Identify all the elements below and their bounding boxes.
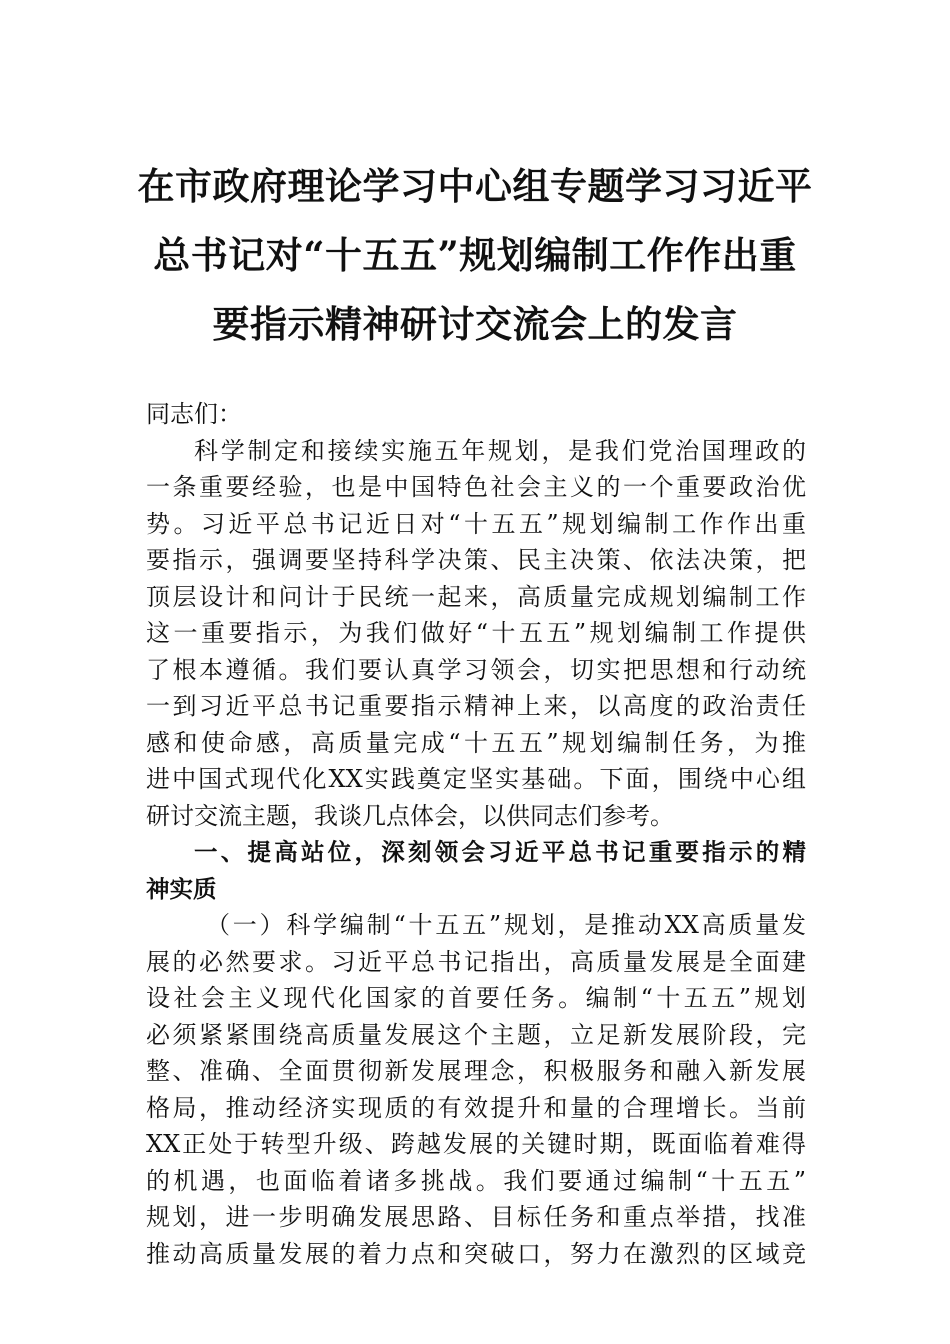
document-body: [146, 396, 806, 1272]
paragraph-line: XX正处于转型升级、跨越发展的关键时期，既面临着难得: [146, 1130, 806, 1158]
paragraph-subsection-1: [146, 907, 806, 1272]
paragraph-line: 感和使命感，高质量完成“十五五”规划编制任务，为推: [146, 728, 806, 757]
title-line: 总书记对“十五五”规划编制工作作出重: [153, 233, 797, 277]
heading-line: 神实质: [146, 874, 217, 903]
paragraph-line: 这一重要指示，为我们做好“十五五”规划编制工作提供: [146, 619, 806, 647]
paragraph-line: 一条重要经验，也是中国特色社会主义的一个重要政治优: [146, 473, 806, 501]
paragraph-intro: [146, 433, 806, 835]
paragraph-line: 推动高质量发展的着力点和突破口，努力在激烈的区域竞: [146, 1239, 806, 1268]
paragraph-line: 必须紧紧围绕高质量发展这个主题，立足新发展阶段，完: [146, 1020, 806, 1049]
paragraph-line: 格局，推动经济实现质的有效提升和量的合理增长。当前: [146, 1093, 806, 1122]
salutation: 同志们：: [146, 400, 242, 428]
paragraph-line: 势。习近平总书记近日对“十五五”规划编制工作作出重: [146, 509, 806, 538]
paragraph-line: 了根本遵循。我们要认真学习领会，切实把思想和行动统: [146, 655, 806, 684]
paragraph-line: 科学制定和接续实施五年规划，是我们党治国理政的: [194, 436, 806, 465]
title-line: 要指示精神研讨交流会上的发言: [212, 302, 738, 346]
paragraph-line: 的机遇，也面临着诸多挑战。我们要通过编制“十五五”: [146, 1166, 806, 1195]
heading-line: 一、提高站位，深刻领会习近平总书记重要指示的精: [194, 838, 806, 866]
paragraph-line: 进中国式现代化XX实践奠定坚实基础。下面，围绕中心组: [146, 765, 806, 793]
paragraph-line: 要指示，强调要坚持科学决策、民主决策、依法决策，把: [146, 546, 806, 574]
paragraph-line: 整、准确、全面贯彻新发展理念，积极服务和融入新发展: [146, 1057, 806, 1085]
section-heading-1: [146, 834, 806, 907]
paragraph-line: 顶层设计和问计于民统一起来，高质量完成规划编制工作: [146, 582, 806, 611]
paragraph-line: 设社会主义现代化国家的首要任务。编制“十五五”规划: [146, 984, 806, 1012]
paragraph-line: 展的必然要求。习近平总书记指出，高质量发展是全面建: [146, 947, 806, 976]
paragraph-line: 一到习近平总书记重要指示精神上来，以高度的政治责任: [146, 692, 806, 720]
paragraph-line: 研讨交流主题，我谈几点体会，以供同志们参考。: [146, 801, 674, 830]
paragraph-line: 规划，进一步明确发展思路、目标任务和重点举措，找准: [146, 1203, 806, 1231]
document-title: [120, 152, 830, 359]
paragraph-line: （一）科学编制“十五五”规划，是推动XX高质量发: [206, 911, 806, 939]
title-line: 在市政府理论学习中心组专题学习习近平: [137, 164, 813, 208]
